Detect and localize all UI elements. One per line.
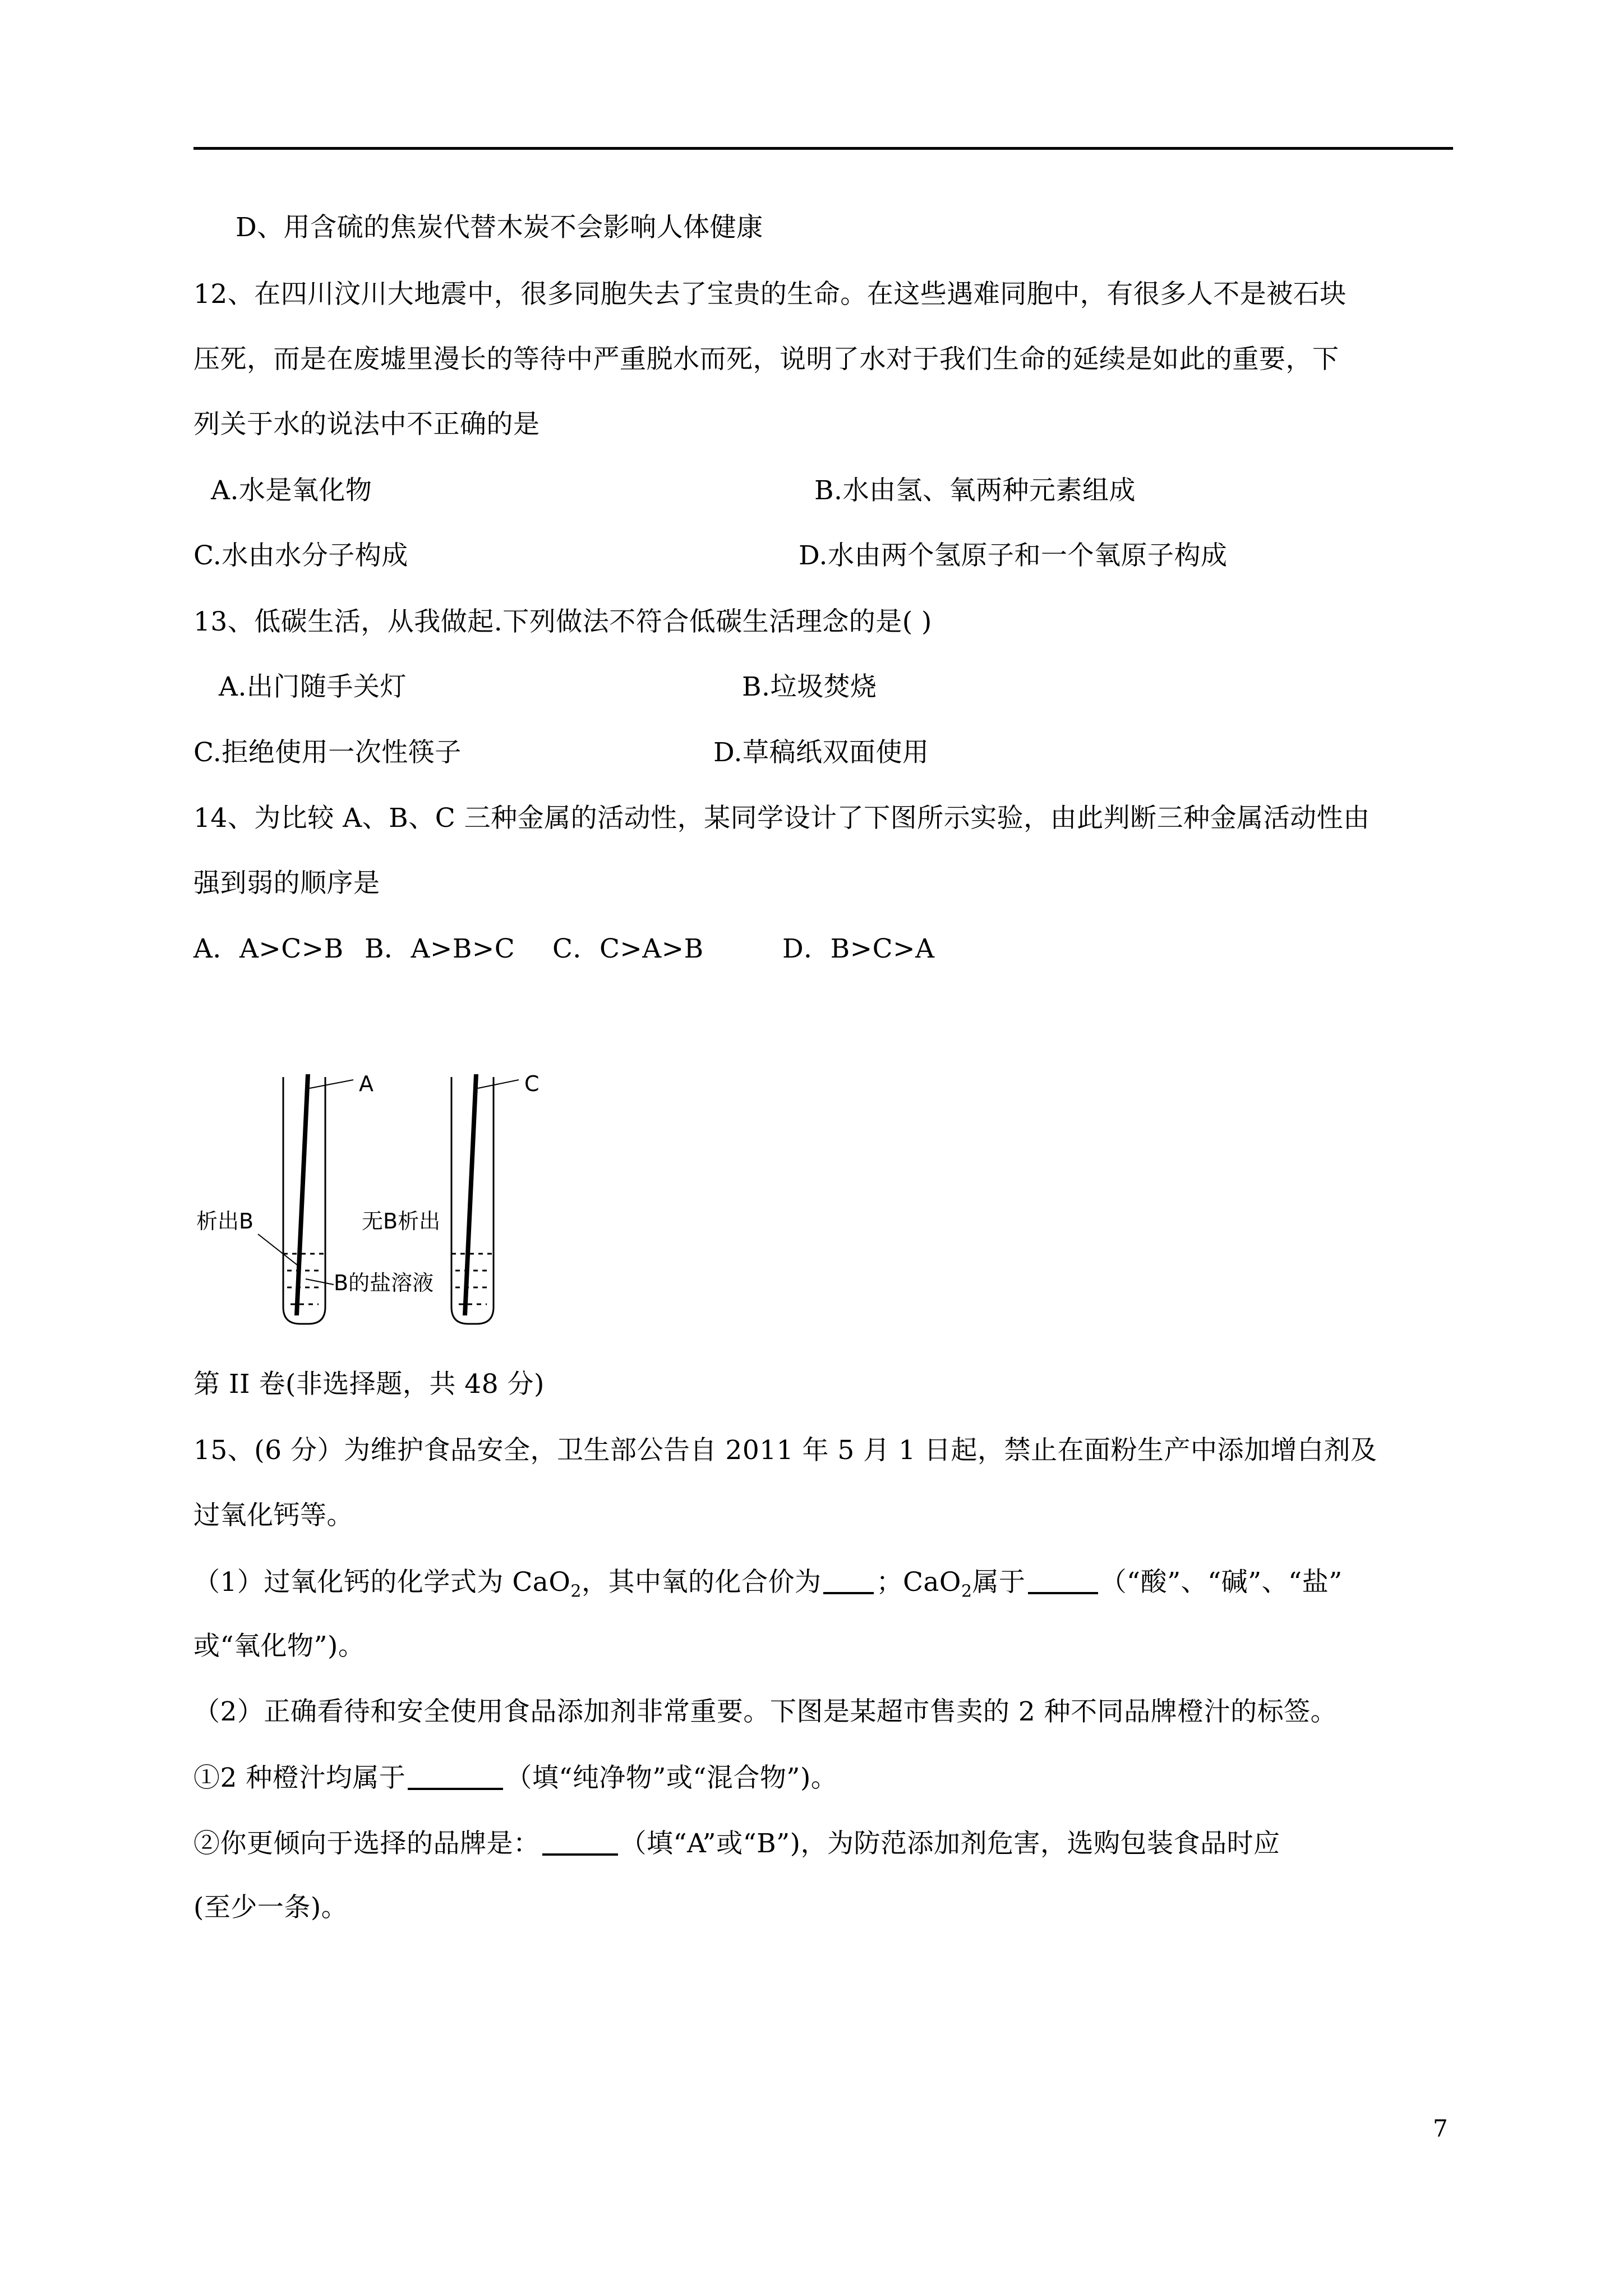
q13-option-b: B.垃圾焚烧 <box>742 671 877 702</box>
section2-title: 第 II 卷(非选择题，共 48 分) <box>193 1369 545 1400</box>
label-precipitate: 析出B <box>196 1209 254 1234</box>
answer-blank-valence[interactable] <box>823 1566 874 1594</box>
q11-option-d: D、用含硫的焦炭代替木炭不会影响人体健康 <box>236 212 763 243</box>
label-c: C <box>524 1071 540 1096</box>
answer-blank-category[interactable] <box>1028 1566 1098 1594</box>
q15-part1-line2: 或“氧化物”)。 <box>193 1631 365 1662</box>
q12-stem-line2: 压死，而是在废墟里漫长的等待中严重脱水而死，说明了水对于我们生命的延续是如此的重要，下 <box>193 344 1339 375</box>
q12-option-c: C.水由水分子构成 <box>193 540 408 571</box>
label-no-precipitate: 无B析出 <box>362 1209 441 1234</box>
q15-stem-line1: 15、(6 分）为维护食品安全，卫生部公告自 2011 年 5 月 1 日起，禁止在面粉生产中添加增白剂及 <box>193 1435 1377 1466</box>
header-rule <box>193 147 1453 150</box>
q13-stem: 13、低碳生活，从我做起.下列做法不符合低碳生活理念的是( ) <box>193 606 932 637</box>
label-c-leader <box>478 1080 519 1088</box>
q15-part2: （2）正确看待和安全使用食品添加剂非常重要。下图是某超市售卖的 2 种不同品牌橙汁的标签。 <box>193 1696 1338 1727</box>
q14-option-a: A．A>C>B <box>193 933 344 964</box>
label-solution: B的盐溶液 <box>334 1271 434 1295</box>
q12-stem-line3: 列关于水的说法中不正确的是 <box>193 409 540 440</box>
q13-option-d: D.草稿纸双面使用 <box>713 737 929 768</box>
answer-blank-brand[interactable] <box>542 1827 618 1856</box>
q12-option-a: A.水是氧化物 <box>211 475 372 506</box>
q15-part1-line1: （1）过氧化钙的化学式为 CaO$_2$，其中氧的化合价为 ；CaO$_2$属于 （“酸”、“碱”、“盐” <box>193 1567 1343 1602</box>
q12-option-b: B.水由氢、氧两种元素组成 <box>814 475 1136 506</box>
q14-stem-line1: 14、为比较 A、B、C 三种金属的活动性，某同学设计了下图所示实验，由此判断三种金属活动性由 <box>193 803 1370 834</box>
q14-option-c: C．C>A>B <box>552 933 704 964</box>
q14-option-b: B．A>B>C <box>365 933 515 964</box>
q15-stem-line2: 过氧化钙等。 <box>193 1500 353 1531</box>
q13-option-a: A.出门随手关灯 <box>219 671 407 702</box>
q15-sub1: ①2 种橙汁均属于 （填“纯净物”或“混合物”)。 <box>193 1763 838 1793</box>
answer-blank-mixture[interactable] <box>408 1761 503 1790</box>
q15-sub2-line2: (至少一条)。 <box>193 1892 348 1923</box>
label-a: A <box>359 1071 374 1096</box>
label-a-leader <box>310 1080 353 1088</box>
q12-option-d: D.水由两个氢原子和一个氧原子构成 <box>799 540 1228 571</box>
metal-strip-c <box>463 1074 478 1315</box>
q12-stem-line1: 12、在四川汶川大地震中，很多同胞失去了宝贵的生命。在这些遇难同胞中，有很多人不是被石块 <box>193 279 1347 310</box>
page-number: 7 <box>1433 2115 1448 2142</box>
q13-option-c: C.拒绝使用一次性筷子 <box>193 737 462 768</box>
label-precipitate-leader <box>258 1234 297 1265</box>
q14-stem-line2: 强到弱的顺序是 <box>193 868 380 899</box>
q14-option-d: D．B>C>A <box>782 933 935 964</box>
label-solution-leader <box>306 1279 334 1285</box>
test-tube-diagram <box>191 1066 583 1335</box>
q15-sub2-line1: ②你更倾向于选择的品牌是： （填“A”或“B”)，为防范添加剂危害，选购包装食品时应 <box>193 1828 1280 1859</box>
